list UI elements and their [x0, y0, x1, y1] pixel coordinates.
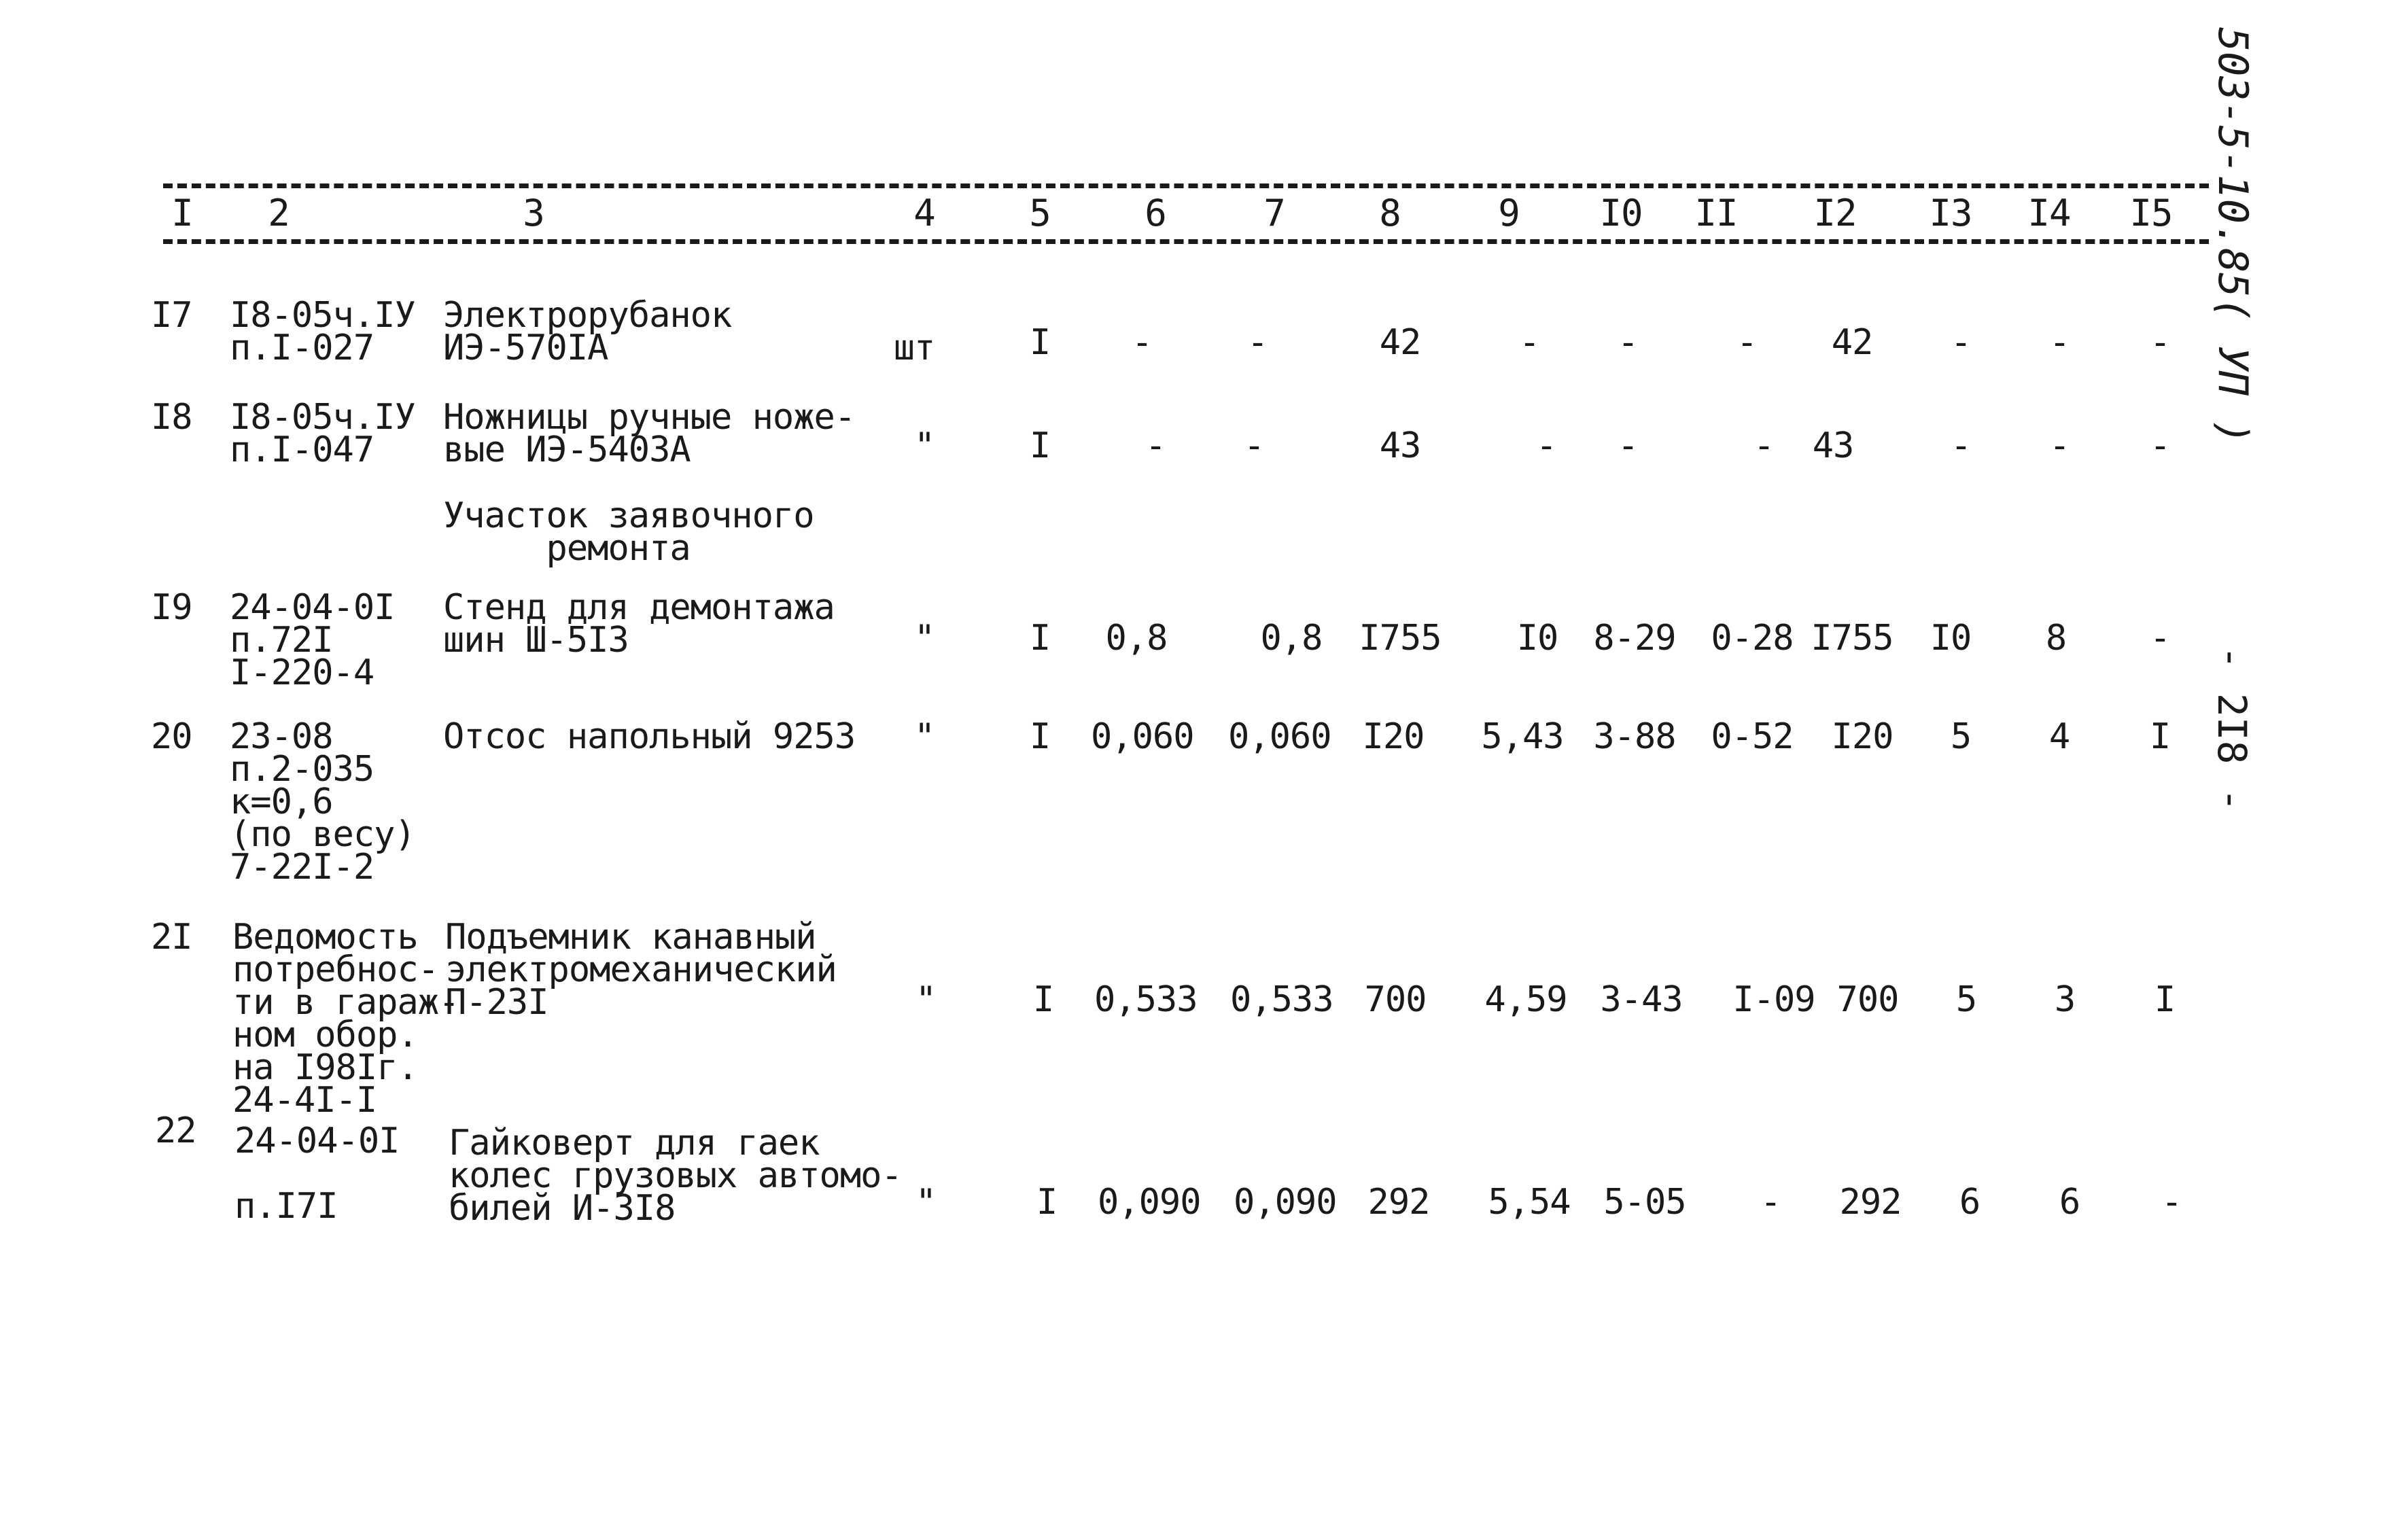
cell-col13: 5 — [1955, 979, 1977, 1020]
cell-col14: 8 — [2045, 618, 2067, 659]
cell-col8: 42 — [1379, 322, 1421, 363]
page-number: - 2I8 - — [2209, 646, 2255, 812]
header-bottom-rule — [163, 239, 2209, 244]
cell-col11: 0-52 — [1711, 716, 1794, 757]
cell-col15: - — [2149, 425, 2171, 466]
norm-reference: 24-04-0I п.I7I — [234, 1121, 400, 1227]
cell-col5: I — [1029, 425, 1051, 466]
cell-col10: 5-05 — [1603, 1182, 1686, 1223]
cell-col10: - — [1617, 425, 1639, 466]
cell-col6: 0,090 — [1098, 1182, 1201, 1223]
col-header-11: II — [1694, 192, 1738, 234]
col-header-15: I5 — [2129, 192, 2173, 234]
cell-col12: 43 — [1812, 425, 1854, 466]
cell-col5: I — [1029, 716, 1051, 757]
unit-cell: " — [915, 979, 937, 1020]
unit-cell: " — [913, 716, 935, 757]
cell-col7: 0,533 — [1230, 979, 1333, 1020]
cell-col11: - — [1760, 1182, 1781, 1223]
equipment-name: Отсос напольный 9253 — [443, 716, 856, 757]
cell-col5: I — [1029, 322, 1051, 363]
cell-col13: - — [1950, 322, 1972, 363]
cell-col13: 5 — [1950, 716, 1972, 757]
section-heading: Участок заявочного ремонта — [443, 495, 814, 569]
cell-col13: 6 — [1959, 1182, 1981, 1223]
cell-col5: I — [1036, 1182, 1058, 1223]
cell-col8: 700 — [1364, 979, 1427, 1020]
cell-col10: 3-88 — [1593, 716, 1676, 757]
document-code: 503-5-10.85( УП ) — [2209, 27, 2256, 445]
cell-col7: 0,090 — [1234, 1182, 1337, 1223]
col-header-7: 7 — [1263, 192, 1285, 234]
cell-col12: I20 — [1831, 716, 1894, 757]
cell-col12: 42 — [1831, 322, 1873, 363]
cell-col7: - — [1246, 322, 1268, 363]
cell-col9: 5,43 — [1481, 716, 1564, 757]
cell-col13: - — [1950, 425, 1972, 466]
unit-cell: шт — [893, 328, 935, 368]
row-number: I7 — [151, 295, 192, 336]
equipment-name: Ножницы ручные ноже- вые ИЭ-5403А — [443, 397, 856, 470]
cell-col15: - — [2161, 1182, 2182, 1223]
norm-reference: 24-04-0I п.72I I-220-4 — [230, 587, 395, 693]
col-header-3: 3 — [523, 192, 544, 234]
cell-col15: - — [2149, 618, 2171, 659]
unit-cell: " — [913, 425, 935, 466]
cell-col8: I20 — [1362, 716, 1425, 757]
cell-col14: 6 — [2059, 1182, 2080, 1223]
cell-col11: 0-28 — [1711, 618, 1794, 659]
cell-col11: - — [1753, 425, 1775, 466]
cell-col13: I0 — [1930, 618, 1972, 659]
col-header-12: I2 — [1813, 192, 1857, 234]
col-header-14: I4 — [2027, 192, 2071, 234]
row-number: I8 — [151, 397, 192, 438]
cell-col7: 0,060 — [1228, 716, 1331, 757]
cell-col11: - — [1736, 322, 1758, 363]
col-header-8: 8 — [1379, 192, 1401, 234]
cell-col6: - — [1145, 425, 1166, 466]
cell-col14: 4 — [2048, 716, 2070, 757]
norm-reference: I8-05ч.IУ п.I-027 — [230, 295, 415, 368]
norm-reference: I8-05ч.IУ п.I-047 — [230, 397, 415, 470]
col-header-2: 2 — [268, 192, 290, 234]
cell-col7: - — [1243, 425, 1265, 466]
col-header-1: I — [171, 192, 193, 234]
cell-col12: 292 — [1839, 1182, 1902, 1223]
cell-col5: I — [1032, 979, 1054, 1020]
equipment-name: Стенд для демонтажа шин Ш-5I3 — [443, 587, 835, 661]
row-number: 2I — [151, 917, 192, 958]
equipment-name: Подъемник канавный электромеханический П-23I — [445, 917, 837, 1023]
cell-col11: I-09 — [1732, 979, 1815, 1020]
cell-col6: 0,533 — [1094, 979, 1198, 1020]
cell-col14: - — [2048, 425, 2070, 466]
col-header-5: 5 — [1029, 192, 1051, 234]
cell-col6: - — [1131, 322, 1153, 363]
unit-cell: " — [913, 618, 935, 659]
cell-col9: - — [1518, 322, 1540, 363]
cell-col12: I755 — [1811, 618, 1894, 659]
col-header-9: 9 — [1498, 192, 1520, 234]
norm-reference: 23-08 п.2-035 к=0,6 (по весу) 7-22I-2 — [230, 716, 415, 888]
cell-col9: 5,54 — [1488, 1182, 1571, 1223]
cell-col10: 3-43 — [1600, 979, 1683, 1020]
cell-col9: - — [1535, 425, 1557, 466]
cell-col14: - — [2048, 322, 2070, 363]
cell-col8: 292 — [1367, 1182, 1430, 1223]
cell-col8: 43 — [1379, 425, 1421, 466]
col-header-4: 4 — [913, 192, 935, 234]
col-header-6: 6 — [1145, 192, 1166, 234]
cell-col10: 8-29 — [1593, 618, 1676, 659]
header-top-rule — [163, 183, 2209, 188]
cell-col10: - — [1617, 322, 1639, 363]
row-number: 22 — [155, 1110, 196, 1151]
equipment-name: Электрорубанок ИЭ-570IА — [443, 295, 732, 368]
row-number: 20 — [151, 716, 192, 757]
cell-col6: 0,060 — [1091, 716, 1194, 757]
cell-col6: 0,8 — [1105, 618, 1168, 659]
cell-col7: 0,8 — [1260, 618, 1323, 659]
cell-col5: I — [1029, 618, 1051, 659]
cell-col9: I0 — [1516, 618, 1558, 659]
row-number: I9 — [151, 587, 192, 628]
cell-col15: I — [2154, 979, 2176, 1020]
col-header-10: I0 — [1599, 192, 1643, 234]
col-header-13: I3 — [1929, 192, 1972, 234]
cell-col8: I755 — [1359, 618, 1442, 659]
norm-reference: Ведомость потребнос- ти в гараж- ном обор. на I98Iг. 24-4I-I — [232, 917, 459, 1121]
cell-col15: I — [2149, 716, 2171, 757]
cell-col9: 4,59 — [1484, 979, 1567, 1020]
cell-col14: 3 — [2054, 979, 2076, 1020]
unit-cell: " — [915, 1182, 937, 1223]
cell-col12: 700 — [1836, 979, 1899, 1020]
equipment-name: Гайковерт для гаек колес грузовых автомо- билей И-3I8 — [449, 1123, 902, 1229]
cell-col15: - — [2149, 322, 2171, 363]
